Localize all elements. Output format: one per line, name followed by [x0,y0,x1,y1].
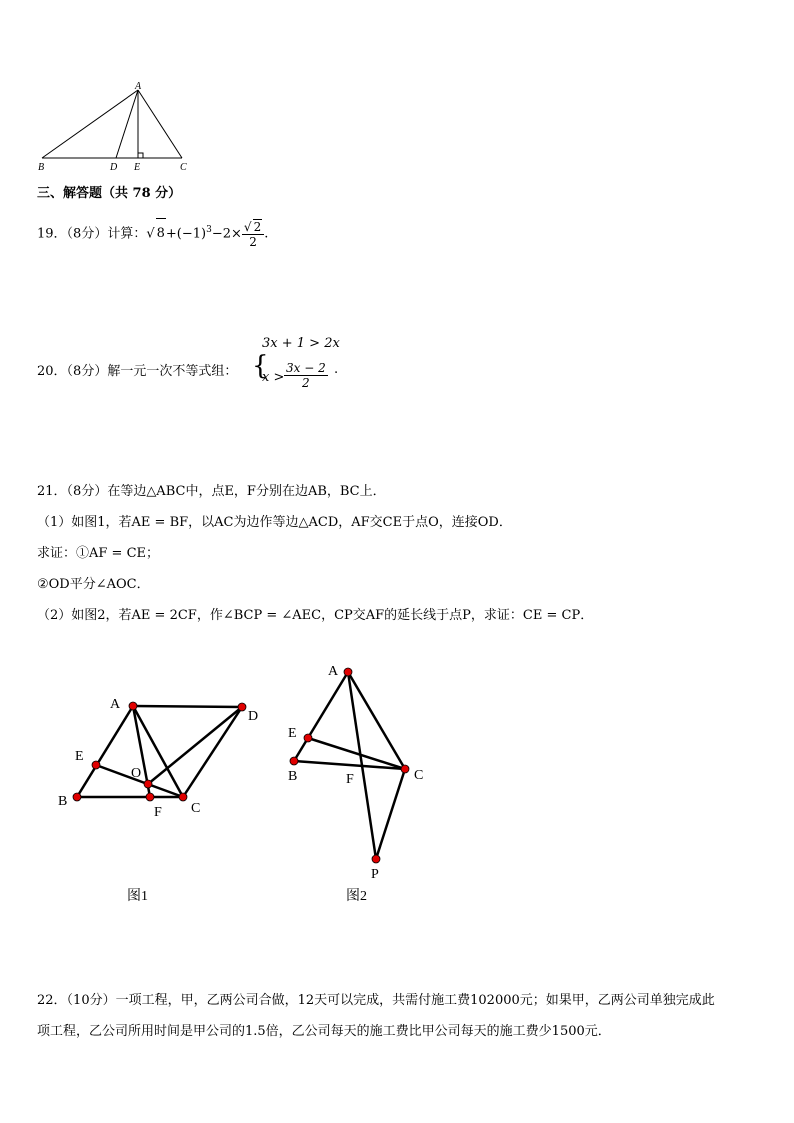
fig1-label-b: B [58,794,68,809]
section-heading: 三、解答题（共 78 分） [37,186,182,201]
q21-part2: （2）如图2，若AE = 2CF，作∠BCP = ∠AEC，CP交AF的延长线于点P，求证：CE = CP． [37,608,594,623]
edge-ac [138,90,182,158]
fig1-point-a [129,702,137,710]
q20-line2-left: x > [262,370,285,385]
q22-line2: 项工程，乙公司所用时间是甲公司的1.5倍，乙公司每天的施工费比甲公司每天的施工费少1500元． [37,1024,611,1039]
fig1-label-c: C [191,801,201,816]
fig1-point-c [179,793,187,801]
q20-prefix: 20．（8分）解一元一次不等式组： [37,364,238,379]
label-a: A [135,81,142,92]
q19-exponent: 3 [206,225,212,235]
q19-end: . [264,226,269,242]
q20-end: . [334,362,339,377]
q19-sqrt-sign: √ [146,226,155,242]
q19-radicand: 8 [156,218,166,249]
q19-frac-numerator: √ 2 [242,219,264,235]
q20-frac-denominator: 2 [302,376,310,390]
q19-term-c: −2× [211,226,242,242]
q22-line1: 22．（10分）一项工程，甲，乙两公司合做，12天可以完成，共需付施工费102000元；如果甲，乙两公司单独完成此 [37,993,715,1008]
fig1-label-d: D [248,709,259,724]
q21-intro: 21．（8分）在等边△ABC中，点E，F分别在边AB，BC上． [37,484,386,499]
right-angle-mark [138,153,143,158]
fig2-label-b: B [288,769,298,784]
fig2-point-e [304,734,312,742]
fig1-point-b [73,793,81,801]
label-c: C [180,162,187,173]
q20-fraction [284,361,328,390]
edge-ab [42,90,138,158]
q19-fraction [242,219,264,249]
fig1-edge-ad [133,706,242,707]
label-e: E [134,162,141,173]
fig1-label-o: O [131,766,142,781]
q21-part1: （1）如图1，若AE = BF，以AC为边作等边△ACD，AF交CE于点O，连接OD． [37,515,512,530]
question-19 [37,215,268,249]
fig2-label-p: P [371,867,379,882]
fig2-label-a: A [328,664,339,679]
fig2-edge-bc [294,761,405,769]
fig2-segment-cp [376,769,405,859]
fig1-label-a: A [110,697,121,712]
fig2-point-p [372,855,380,863]
fig1-point-f [146,793,154,801]
fig2-label-c: C [414,768,424,783]
q20-brace: { [252,351,269,381]
q21-prove1: 求证：①AF = CE； [37,546,160,561]
q19-prefix: 19．（8分）计算： [37,226,147,242]
segment-ad [116,90,138,158]
fig2-label-f: F [346,772,354,787]
q19-term-b: +(−1) [165,226,207,242]
fig1-edge-cd [183,707,242,797]
fig2-point-a [344,668,352,676]
fig2-point-c [401,765,409,773]
triangle-figure-abc [30,80,210,176]
fig1-point-o [144,780,152,788]
figure-2 [280,655,440,905]
fig1-label-e: E [75,749,84,764]
q21-prove2: ②OD平分∠AOC． [37,577,150,592]
q19-frac-denominator: 2 [249,234,257,249]
figure-1 [55,690,275,905]
fig2-point-b [290,757,298,765]
label-d: D [110,162,118,173]
label-b: B [38,162,45,173]
fig1-edge-ab [77,706,133,797]
q20-line1: 3x + 1 > 2x [262,336,340,351]
fig1-point-e [92,761,100,769]
fig1-point-d [238,703,246,711]
fig2-caption: 图2 [346,889,367,904]
q20-frac-numerator: 3x − 2 [286,361,326,375]
fig1-label-f: F [154,805,162,820]
fig1-caption: 图1 [127,889,148,904]
fig1-segment-od [148,707,242,784]
fig2-label-e: E [288,726,297,741]
